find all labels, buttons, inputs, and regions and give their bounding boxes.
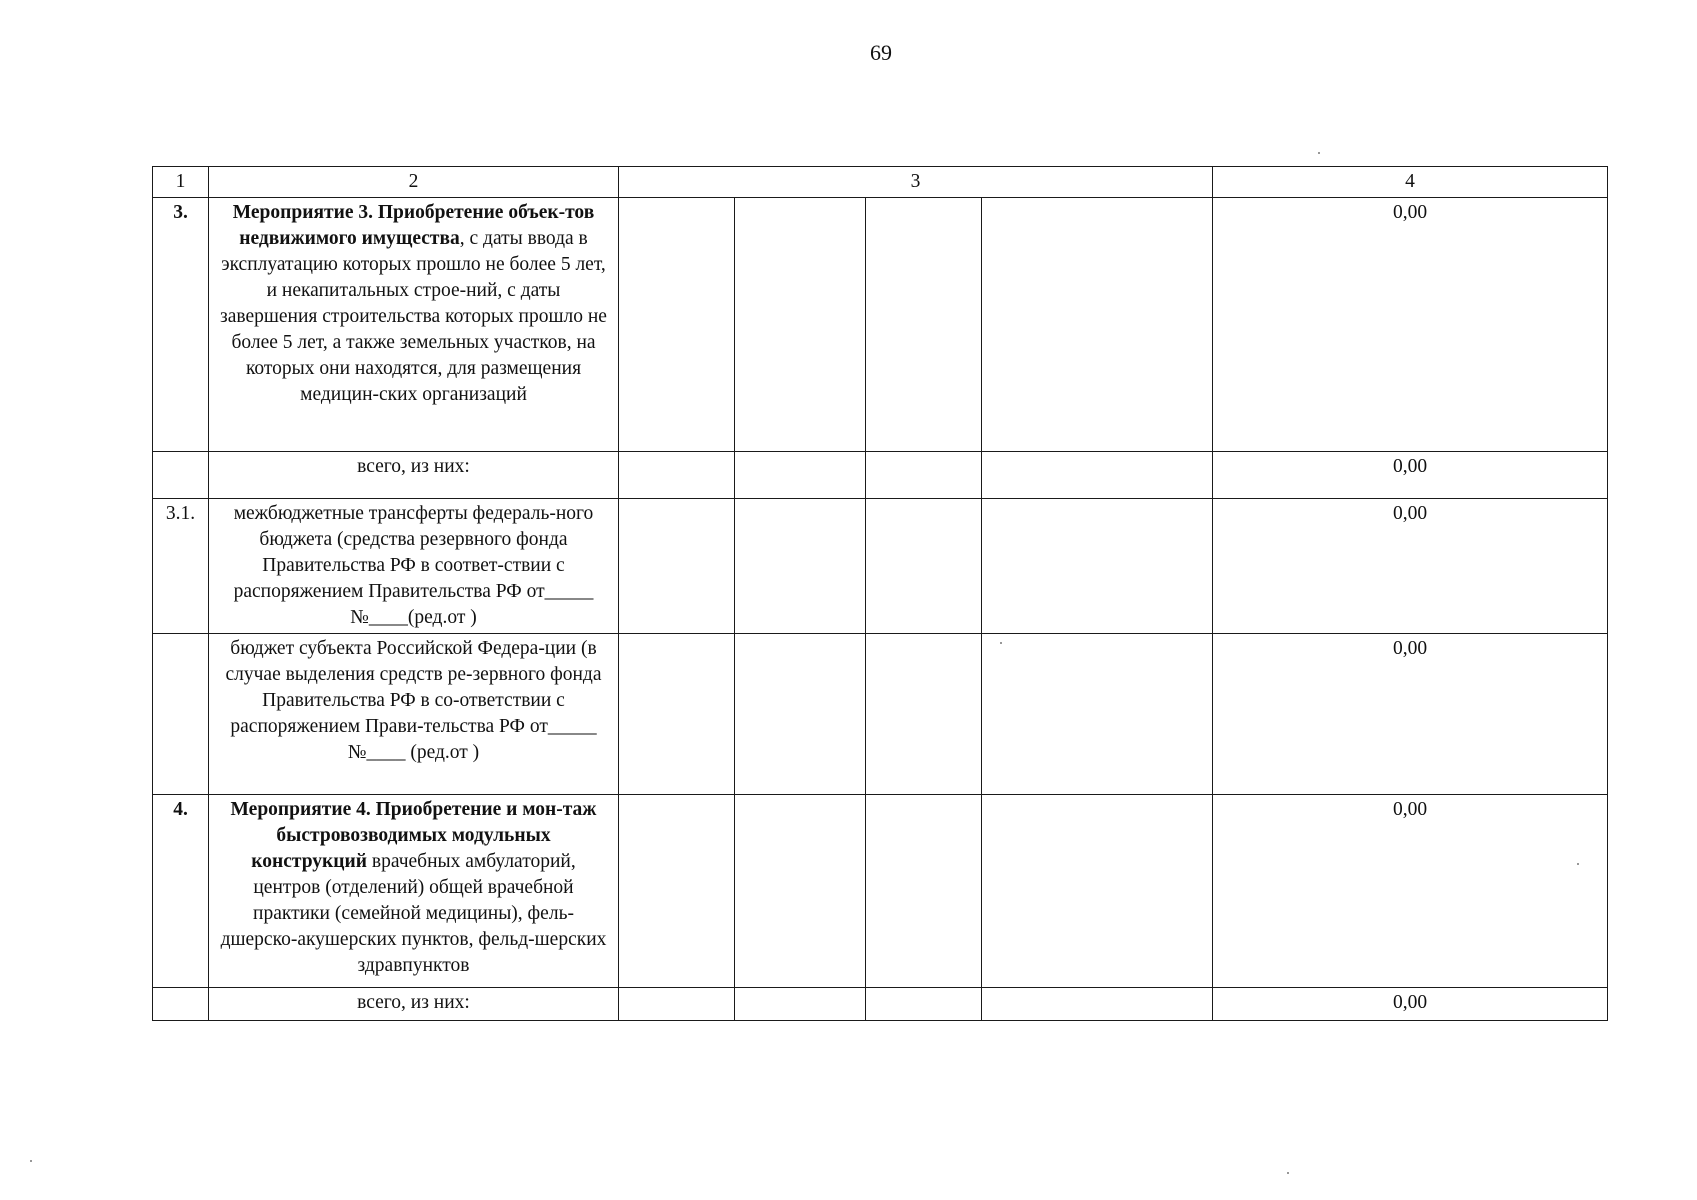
row-title-bold: Мероприятие 4. Приобретение и мон-таж быстровозводимых модульных конструкций	[230, 799, 597, 872]
empty-cell	[619, 795, 735, 988]
row-title-rest: врачебных амбулаторий, центров (отделений) общей врачебной практики (семейной медицины), фель-дшерско-акушерских пунктов, фельд-шерских здравпунктов	[220, 851, 607, 976]
row-value: 0,00	[1213, 795, 1608, 988]
scan-speck	[30, 1160, 32, 1162]
empty-cell	[735, 198, 866, 452]
row-description: всего, из них:	[209, 988, 619, 1021]
header-col-4: 4	[1213, 167, 1608, 198]
table-row	[153, 634, 1608, 795]
row-number	[153, 634, 209, 795]
empty-cell	[866, 499, 982, 634]
empty-cell	[982, 499, 1213, 634]
empty-cell	[982, 634, 1213, 795]
table-row	[153, 795, 1608, 988]
empty-cell	[866, 452, 982, 499]
table-row	[153, 988, 1608, 1021]
row-number	[153, 452, 209, 499]
empty-cell	[866, 795, 982, 988]
empty-cell	[619, 988, 735, 1021]
row-number	[153, 988, 209, 1021]
empty-cell	[866, 988, 982, 1021]
header-col-1: 1	[153, 167, 209, 198]
empty-cell	[982, 988, 1213, 1021]
empty-cell	[735, 988, 866, 1021]
empty-cell	[735, 795, 866, 988]
empty-cell	[735, 499, 866, 634]
row-description	[209, 795, 619, 988]
header-col-2: 2	[209, 167, 619, 198]
page-number: 69	[870, 40, 892, 65]
empty-cell	[866, 198, 982, 452]
row-title-rest: , с даты ввода в эксплуатацию которых прошло не более 5 лет, и некапитальных строе-ний, с даты завершения строительства которых прошло не более 5 лет, а также земельных участков, на которых они находятся, для размещения медицин-ских организаций	[220, 228, 607, 405]
scan-speck	[1000, 642, 1002, 644]
row-value: 0,00	[1213, 634, 1608, 795]
row-number: 4.	[153, 795, 209, 988]
empty-cell	[619, 499, 735, 634]
table-row	[153, 452, 1608, 499]
scan-speck	[1287, 1172, 1289, 1174]
empty-cell	[735, 452, 866, 499]
row-number: 3.	[153, 198, 209, 452]
empty-cell	[982, 198, 1213, 452]
empty-cell	[619, 634, 735, 795]
empty-cell	[982, 795, 1213, 988]
row-description: межбюджетные трансферты федераль-ного бюджета (средства резервного фонда Правительства РФ в соответ-ствии с распоряжением Правительства РФ от_____ №____(ред.от )	[209, 499, 619, 634]
budget-table	[152, 166, 1608, 1021]
row-value: 0,00	[1213, 988, 1608, 1021]
empty-cell	[619, 198, 735, 452]
empty-cell	[735, 634, 866, 795]
row-title-bold: Мероприятие 3. Приобретение объек-тов недвижимого имущества	[232, 202, 595, 249]
header-row	[153, 167, 1608, 198]
row-description: всего, из них:	[209, 452, 619, 499]
row-description	[209, 198, 619, 452]
empty-cell	[619, 452, 735, 499]
header-col-3: 3	[619, 167, 1213, 198]
row-value: 0,00	[1213, 452, 1608, 499]
empty-cell	[982, 452, 1213, 499]
row-number: 3.1.	[153, 499, 209, 634]
row-value: 0,00	[1213, 499, 1608, 634]
table-row	[153, 499, 1608, 634]
table-row	[153, 198, 1608, 452]
empty-cell	[866, 634, 982, 795]
scan-speck	[1318, 152, 1320, 154]
row-value: 0,00	[1213, 198, 1608, 452]
row-description: бюджет субъекта Российской Федера-ции (в случае выделения средств ре-зервного фонда Правительства РФ в со-ответствии с распоряжением Прави-тельства РФ от_____ №____ (ред.от )	[209, 634, 619, 795]
scan-speck	[1577, 863, 1579, 865]
